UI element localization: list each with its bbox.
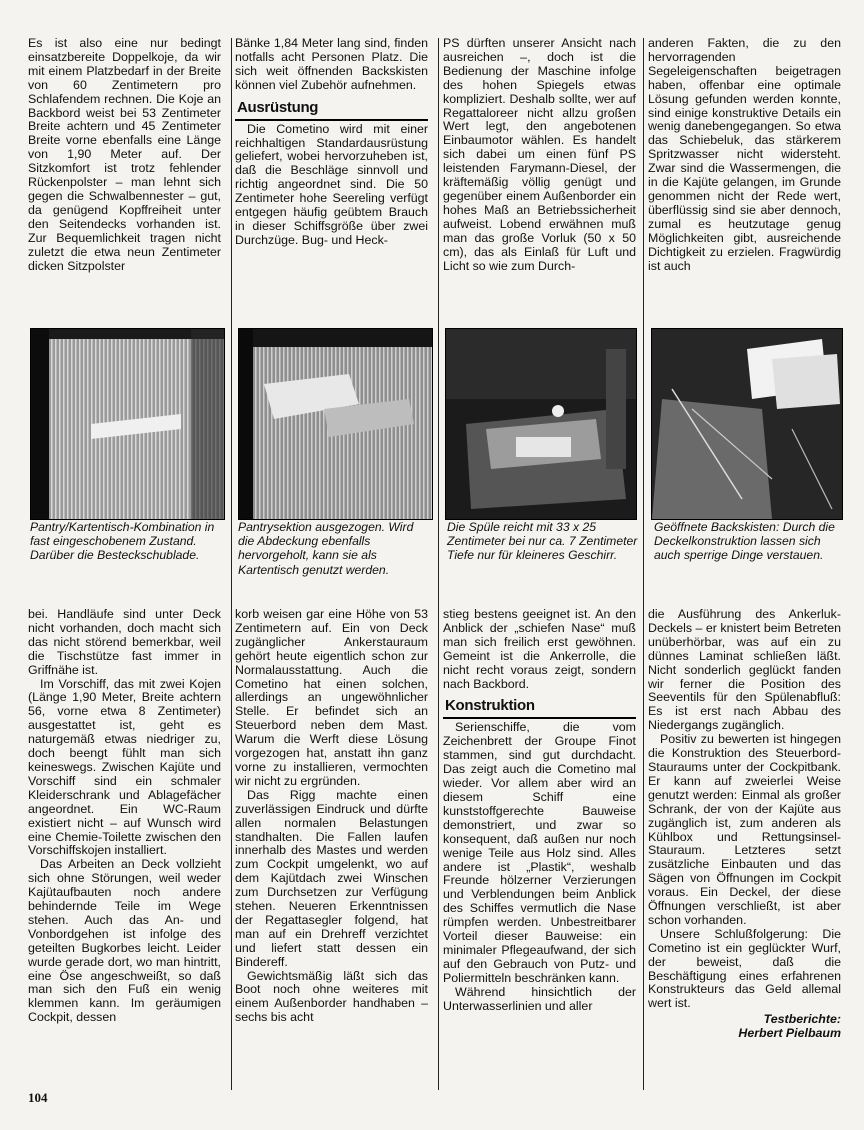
paragraph: Bänke 1,84 Meter lang sind, finden notfalls acht Personen Platz. Die sich weit öffnenden Backskisten können viel Zubehör aufnehmen. <box>235 37 428 92</box>
photo-caption-4: Geöffnete Backskisten: Durch die Deckelkonstruktion lassen sich auch sperrige Dinge verstauen. <box>654 520 835 563</box>
section-heading-konstruktion: Konstruktion <box>443 695 636 719</box>
paragraph: Gewichtsmäßig läßt sich das Boot noch ohne weiteres mit einem Außenborder handhaben – sechs bis acht <box>235 968 428 1025</box>
paragraph: Im Vorschiff, das mit zwei Kojen (Länge 1,90 Meter, Breite achtern 56, vorne etwa 8 Zentimeter) ausgestattet ist, geht es naturgemäß etwas niedriger zu, doch beengt fühlt man sich keineswegs. Zwischen Kajüte und Vorschiff sind ein schmaler Kleiderschrank und Ablagefächer angeordnet. Ein WC-Raum existiert nicht – auf Wunsch wird eine Chemie-Toilette zwischen den Vorschiffskojen installiert. <box>28 676 221 858</box>
text-column-top-3 <box>443 37 636 325</box>
paragraph: Die Cometino wird mit einer reichhaltigen Standardausrüstung geliefert, wobei hervorzuheben ist, daß die Beschläge sinnvoll und richtig angeordnet sind. Die 50 Zentimeter hohe Seereling verfügt entgegen häufig geübtem Brauch in dieser Schiffsgröße über zwei Durchzüge. Bug- und Heck- <box>235 121 428 247</box>
column-rule-3 <box>643 38 644 1090</box>
column-rule-1 <box>231 38 232 1090</box>
paragraph: PS dürften unserer Ansicht nach ausreichen –, doch ist die Bedienung der Maschine infolge des hohen Spiegels etwas kompliziert. Deshalb sollte, wer auf Regattaloreer nicht allzu großen Wert legt, den angebotenen Einbaumotor wählen. Es handelt sich dabei um einen fünf PS leistenden Farymann-Diesel, der kräftemäßig völlig genügt und gegenüber einem Außenborder ein hohes Maß an Betriebssicherheit aufweist. Lobend erwähnen muß man das große Vorluk (50 x 50 cm), das als Einlaß für Luft und Licht so wie zum Durch- <box>443 37 636 273</box>
paragraph: Das Arbeiten an Deck vollzieht sich ohne Störungen, weil weder Kajütaufbauten noch andere behindernde Teile im Wege stehen. Auch das An- und Vonbordgehen ist infolge des geteilten Bugkorbes leicht. Leider wurde gerade dort, wo man hintritt, eine Öse angeschweißt, so daß man sich den Fuß ein wenig klemmen kann. Im geräumigen Cockpit, dessen <box>28 857 221 1025</box>
photo-pantrysektion <box>238 328 433 520</box>
photo-spuele <box>445 328 637 520</box>
signature-label: Testberichte: <box>763 1012 841 1027</box>
text-column-top-4 <box>648 37 841 325</box>
section-heading-ausruestung: Ausrüstung <box>235 97 428 121</box>
text-column-bottom-1 <box>28 608 221 1083</box>
text-column-bottom-4 <box>648 608 841 1083</box>
text-column-top-1 <box>28 37 221 325</box>
text-column-top-2 <box>235 37 428 325</box>
paragraph: Serienschiffe, die vom Zeichenbrett der Groupe Finot stammen, sind gut durchdacht. Das zeigt auch die Cometino mal wieder. Vor allem aber wird an diesem Schiff eine kunststoffgerechte Bauweise demonstriert, und zwar so konsequent, daß außen nur noch wenige Teile aus Holz sind. Alles andere ist „Plastik“, weshalb Freunde hölzerner Verzierungen und Verblendungen beim Anblick des Schiffes vermutlich die Nase rümpfen werden. Unbestreitbarer Vorteil dieser Bauweise: ein minimaler Pflegeaufwand, der sich auf den Gebrauch von Putz- und Poliermitteln beschränken kann. <box>443 720 636 985</box>
signature-author: Herbert Pielbaum <box>738 1025 841 1040</box>
paragraph: die Ausführung des Ankerluk-Deckels – er knistert beim Betreten unüberhörbar, was auf ein zu dünnes Laminat schließen läßt. Nicht sonderlich geglückt fanden wir ferner die Position des Seeventils für den Spülenabfluß: Es ist erst nach Abbau des Niedergangs zugänglich. <box>648 608 841 733</box>
column-rule-2 <box>438 38 439 1090</box>
paragraph: Positiv zu bewerten ist hingegen die Konstruktion des Steuerbord-Stauraums unter der Cockpitbank. Er kann auf zweierlei Weise genutzt werden: Einmal als großer Schrank, der von der Kajüte aus zugänglich ist, zum anderen als Kühlbox und Rettungsinsel-Stauraum. Letzteres setzt zusätzliche Einbauten und das Sägen von Öffnungen im Cockpit voraus. Ein Deckel, der diese Öffnungen verschließt, ist aber schon vorhanden. <box>648 732 841 927</box>
photo-caption-1: Pantry/Kartentisch-Kombination in fast eingeschobenem Zustand. Darüber die Besteckschublade. <box>30 520 215 563</box>
paragraph: Unsere Schlußfolgerung: Die Cometino ist ein geglückter Wurf, der beweist, daß die Beschäftigung eines erfahrenen Konstrukteurs das Geld allemal wert ist. <box>648 926 841 1011</box>
text-column-bottom-3 <box>443 608 636 1083</box>
author-signature <box>648 1013 841 1040</box>
paragraph: korb weisen gar eine Höhe von 53 Zentimetern auf. Ein von Deck zugänglicher Ankerstauraum gehört heute eigentlich schon zur Normalausstattung. Auch die Cometino hat einen solchen, allerdings an ungewöhnlicher Stelle. Er befindet sich an Steuerbord neben dem Mast. Warum die Werft diese Lösung vorgezogen hat, anstatt ihn ganz vorne zu installieren, vermochten wir nicht zu ergründen. <box>235 608 428 788</box>
photo-backskisten <box>651 328 843 520</box>
paragraph: Das Rigg machte einen zuverlässigen Eindruck und dürfte allen normalen Belastungen standhalten. Die Fallen laufen innerhalb des Mastes und werden zum Cockpit umgelenkt, wo auf dem Kajütdach zwei Winschen zum Durchsetzen zur Verfügung stehen. Neueren Erkenntnissen der Regattasegler folgend, hat man auf ein Drehreff verzichtet und liefert statt dessen ein Bindereff. <box>235 787 428 969</box>
text-column-bottom-2 <box>235 608 428 1083</box>
photo-caption-2: Pantrysektion ausgezogen. Wird die Abdeckung ebenfalls hervorgeholt, kann sie als Kartentisch genutzt werden. <box>238 520 414 577</box>
photo-pantry-kartentisch <box>30 328 225 520</box>
paragraph: Während hinsichtlich der Unterwasserlinien und aller <box>443 984 636 1013</box>
page-number: 104 <box>28 1090 48 1105</box>
photo-caption-3: Die Spüle reicht mit 33 x 25 Zentimeter bei nur ca. 7 Zentimeter Tiefe nur für kleineres Geschirr. <box>447 520 638 563</box>
paragraph: anderen Fakten, die zu den hervorragenden Segeleigenschaften beigetragen haben, offenbar eine optimale Lösung gefunden werden konnte, sind einige konstruktive Details ein wenig danebengegangen. So etwa das Schiebeluk, das stärkerem Spritzwasser nicht widersteht. Zwar sind die Wassermengen, die in die Kajüte gelangen, im Grunde genommen nicht der Rede wert, überflüssig sind sie aber dennoch, zumal es heutzutage genug Möglichkeiten gibt, ausreichende Dichtigkeit zu erzielen. Fragwürdig ist auch <box>648 37 841 273</box>
paragraph: Es ist also eine nur bedingt einsatzbereite Doppelkoje, da wir mit einem Platzbedarf in der Breite von 60 Zentimetern pro Schlafendem rechnen. Die Koje an Backbord weist bei 53 Zentimeter Breite achtern und 45 Zentimeter Breite vorne ebenfalls eine Länge von 1,90 Meter auf. Der Sitzkomfort ist trotz fehlender Rückenpolster – man lehnt sich gegen die Schwalbennester – gut, da genügend Kopffreiheit unter den Seitendecks vorhanden ist. Zur Bequemlichkeit tragen nicht zuletzt die etwa neun Zentimeter dicken Sitzpolster <box>28 37 221 273</box>
paragraph: stieg bestens geeignet ist. An den Anblick der „schiefen Nase“ muß man sich freilich erst gewöhnen. Gemeint ist die Ankerrolle, die nicht recht voraus zeigt, sondern nach Backbord. <box>443 608 636 691</box>
paragraph: bei. Handläufe sind unter Deck nicht vorhanden, doch macht sich das nicht störend bemerkbar, weil die Tischstütze fast immer in Griffnähe ist. <box>28 608 221 677</box>
